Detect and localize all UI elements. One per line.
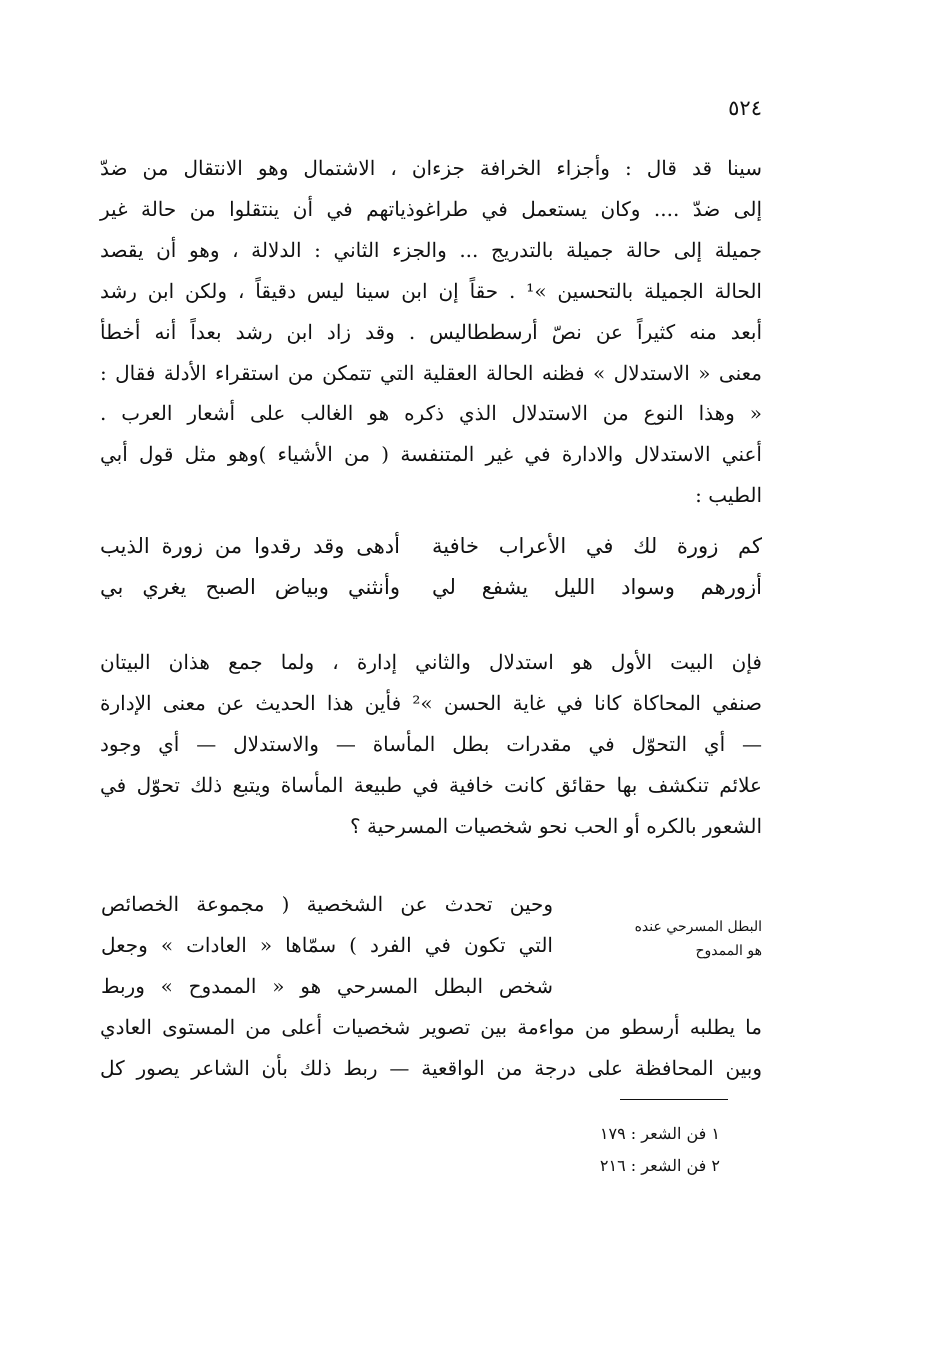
margin-note [592,915,762,963]
paragraph-line: جميلة إلى حالة جميلة بالتدريج ... والجزء الثاني : الدلالة ، وهو أن يقصد [100,238,762,262]
verse-second-hemistich: وأنثني وبياض الصبح يغري بي [100,575,400,599]
page-number: ٥٢٤ [728,96,762,120]
paragraph-line: سينا قد قال : وأجزاء الخرافة جزءان ، الاشتمال وهو الانتقال من ضدّ [100,156,762,180]
verse-first-hemistich: كم زورة لك في الأعراب خافية [432,534,762,558]
paragraph-line: أبعد منه كثيراً عن نصّ أرسططاليس . وقد زاد ابن رشد بعداً أنه أخطأ [100,320,762,344]
footnote-divider [620,1099,728,1100]
paragraph-line: الشعور بالكره أو الحب نحو شخصيات المسرحية ؟ [350,814,762,838]
poem-verse [100,526,762,566]
paragraph-line: — أي التحوّل في مقدرات بطل المأساة — والاستدلال — أي وجود [100,732,762,756]
footnote: ١ فن الشعر : ١٧٩ [599,1124,720,1143]
paragraph-line: ما يطلبه أرسطو من مواءمة بين تصوير شخصيات أعلى من المستوى العادي [100,1015,762,1039]
margin-note-line: البطل المسرحي عنده [634,919,762,935]
paragraph-line: صنفي المحاكاة كانا في غاية الحسن »² فأين هذا الحديث عن معنى الإدارة [100,691,762,715]
paragraph-line: شخص البطل المسرحي هو « الممدوح » وربط [101,974,553,998]
verse-second-hemistich: أدهى وقد رقدوا من زورة الذيب [100,534,400,558]
paragraph-line: التي تكون في الفرد ) سمّاها « العادات » وجعل [101,933,553,957]
paragraph-line: إلى ضدّ .... وكان يستعمل في طراغوذياتهم في أن ينتقلوا من حالة غير [100,197,762,221]
paragraph-line: الحالة الجميلة بالتحسين »¹ . حقاً إن ابن سينا ليس دقيقاً ، ولكن ابن رشد [100,279,762,303]
paragraph-line: فإن البيت الأول هو استدلال والثاني إدارة ، ولما جمع هذان البيتان [100,650,762,674]
paragraph-line: معنى « الاستدلال » فظنه الحالة العقلية التي تتمكن من استقراء الأدلة فقال : [100,361,762,385]
verse-first-hemistich: أزورهم وسواد الليل يشفع لي [432,575,762,599]
paragraph-line: « وهذا النوع من الاستدلال الذي ذكره هو الغالب على أشعار العرب . [100,401,762,425]
paragraph-line: وبين المحافظة على درجة من الواقعية — ربط ذلك بأن الشاعر يصور كل [100,1056,762,1080]
paragraph-line: علائم تنكشف بها حقائق كانت خافية في طبيعة المأساة ويتبع ذلك تحوّل في [100,773,762,797]
margin-note-line: هو الممدوح [695,943,762,959]
footnote: ٢ فن الشعر : ٢١٦ [599,1156,720,1175]
paragraph-line: أعني الاستدلال والادارة في غير المتنفسة ( من الأشياء )وهو مثل قول أبي [100,442,762,466]
paragraph-line: وحين تحدث عن الشخصية ( مجموعة الخصائص [101,892,553,916]
poem-verse [100,567,762,607]
paragraph-line: الطيب : [695,483,762,507]
